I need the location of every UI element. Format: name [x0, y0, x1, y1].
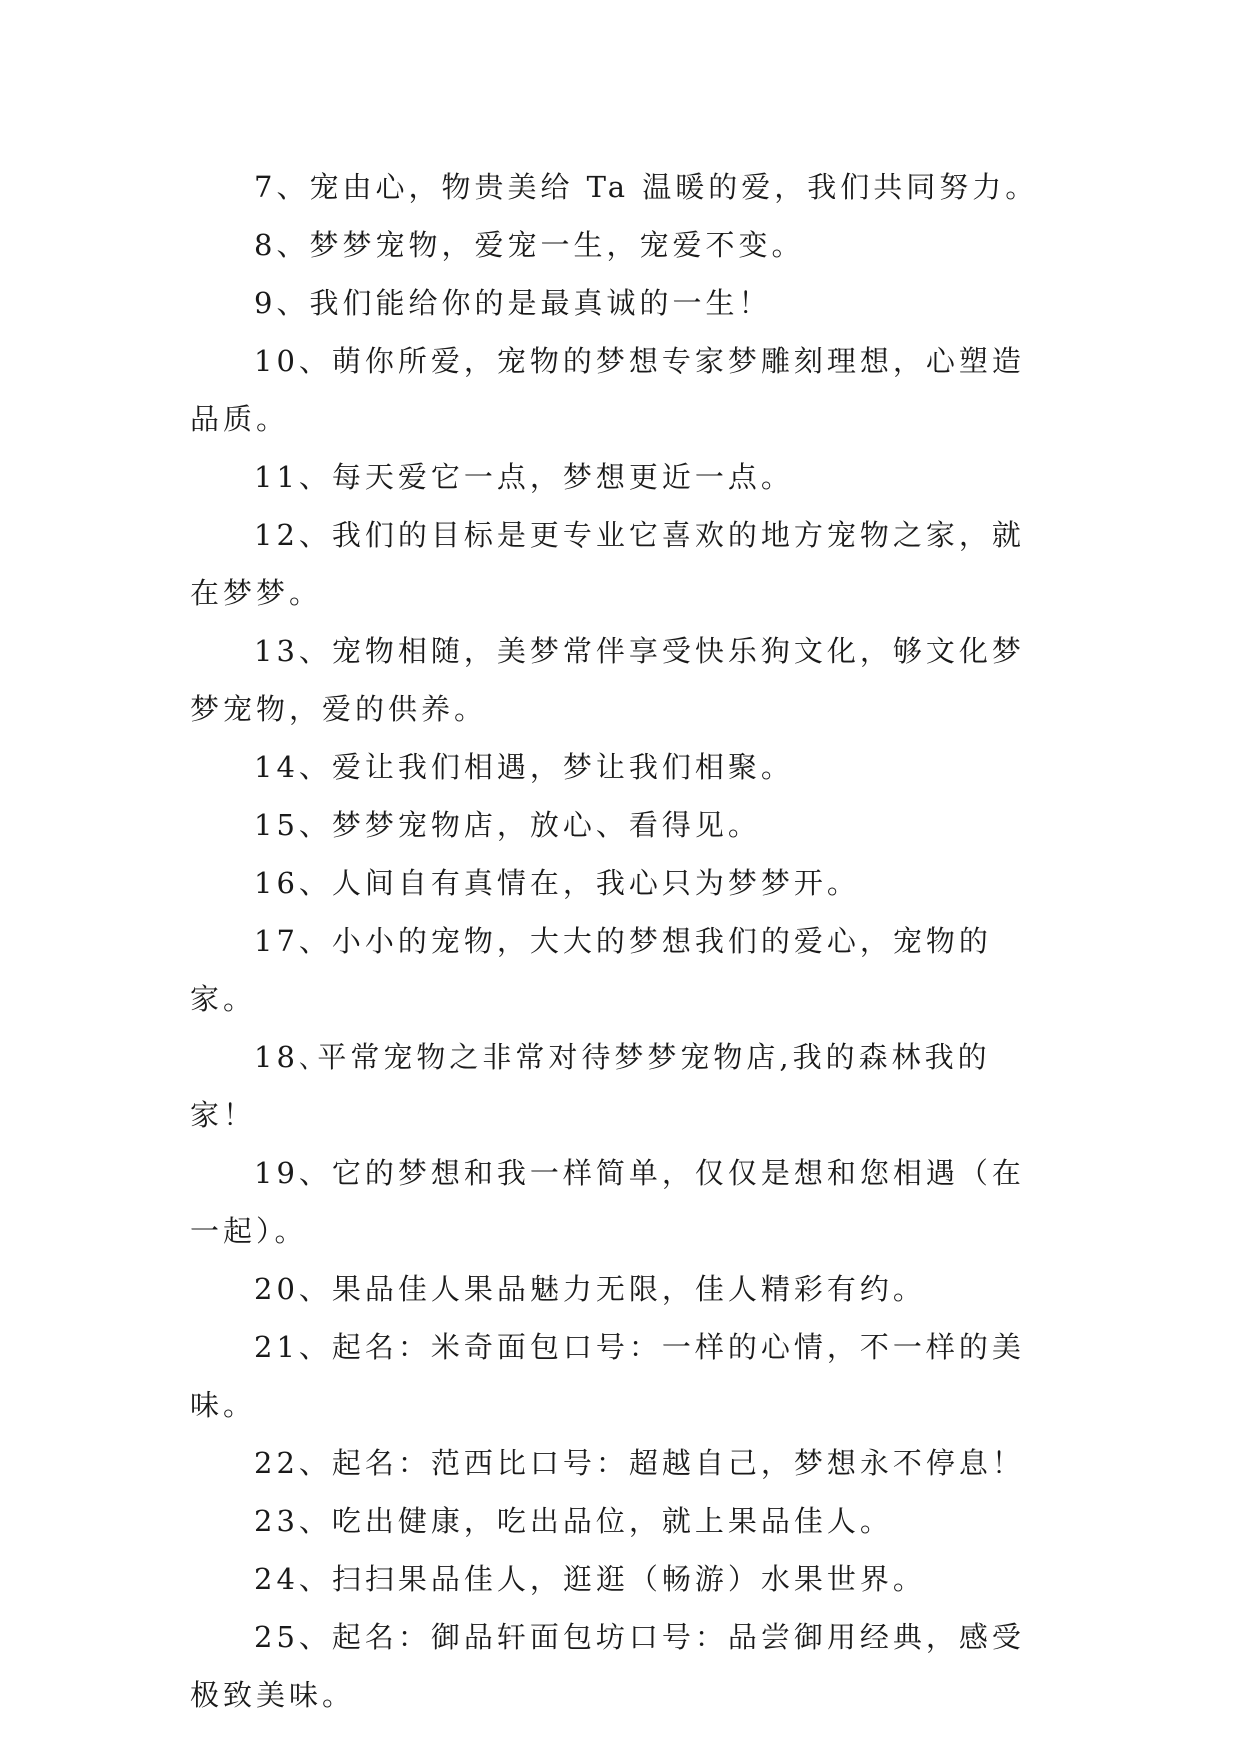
- slogan-item-14: 14、爱让我们相遇，梦让我们相聚。: [254, 750, 794, 784]
- slogan-item-16: 16、人间自有真情在，我心只为梦梦开。: [254, 866, 860, 900]
- slogan-item-21: 21、起名：米奇面包口号：一样的心情，不一样的美味。: [190, 1330, 1025, 1422]
- slogan-item-11: 11、每天爱它一点，梦想更近一点。: [254, 460, 794, 494]
- slogan-item-15: 15、梦梦宠物店，放心、看得见。: [254, 808, 761, 842]
- slogan-item-12: 12、我们的目标是更专业它喜欢的地方宠物之家，就在梦梦。: [190, 518, 1025, 610]
- slogan-item-17: 17、小小的宠物，大大的梦想我们的爱心，宠物的家。: [190, 924, 992, 1016]
- slogan-item-10: 10、萌你所爱，宠物的梦想专家梦雕刻理想，心塑造品质。: [190, 344, 1025, 436]
- slogan-item-18: 18､平常宠物之非常对待梦梦宠物店,我的森林我的家！: [190, 1040, 991, 1132]
- slogan-item-13: 13、宠物相随，美梦常伴享受快乐狗文化，够文化梦梦宠物，爱的供养。: [190, 634, 1025, 726]
- document-body: [190, 158, 1050, 1724]
- slogan-item-8: 8、梦梦宠物，爱宠一生，宠爱不变。: [254, 228, 805, 262]
- slogan-item-25: 25、起名：御品轩面包坊口号：品尝御用经典，感受极致美味。: [190, 1620, 1025, 1712]
- slogan-item-7: 7、宠由心，物贵美给 Ta 温暖的爱，我们共同努力。: [254, 170, 1039, 204]
- slogan-item-23: 23、吃出健康，吃出品位，就上果品佳人。: [254, 1504, 893, 1538]
- slogan-item-20: 20、果品佳人果品魅力无限，佳人精彩有约。: [254, 1272, 926, 1306]
- slogan-item-9: 9、我们能给你的是最真诚的一生！: [254, 286, 772, 320]
- slogan-item-24: 24、扫扫果品佳人，逛逛（畅游）水果世界。: [254, 1562, 926, 1596]
- slogan-item-22: 22、起名：范西比口号：超越自己，梦想永不停息！: [254, 1446, 1025, 1480]
- slogan-item-19: 19、它的梦想和我一样简单，仅仅是想和您相遇（在一起）。: [190, 1156, 1025, 1248]
